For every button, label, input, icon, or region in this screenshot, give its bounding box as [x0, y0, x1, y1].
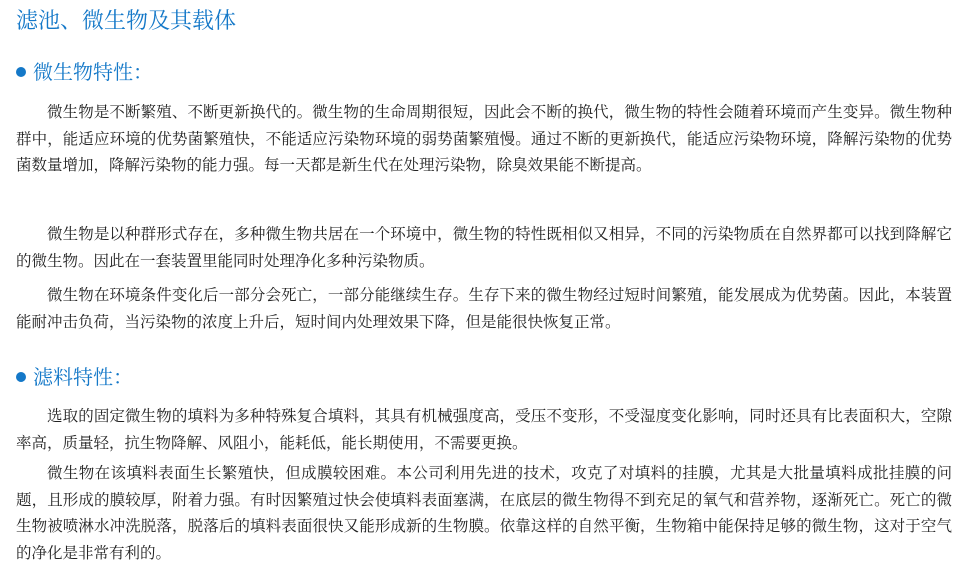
filter-media-paragraph-2: 微生物在该填料表面生长繁殖快，但成膜较困难。本公司利用先进的技术，攻克了对填料的挂膜，尤其是大批量填料成批挂膜的问题，且形成的膜较厚，附着力强。有时因繁殖过快会使填料表面塞满，在底层的微生物得不到充足的氧气和营养物，逐渐死亡。死亡的微生物被喷淋水冲洗脱落，脱落后的填料表面很快又能形成新的生物膜。依靠这样的自然平衡，生物箱中能保持足够的微生物，这对于空气的净化是非常有利的。: [16, 464, 952, 562]
microbe-paragraph-2: 微生物是以种群形式存在，多种微生物共居在一个环境中，微生物的特性既相似又相异，不同的污染物质在自然界都可以找到降解它的微生物。因此在一套装置里能同时处理净化多种污染物质。: [16, 225, 952, 270]
page-title: 滤池、微生物及其载体: [16, 9, 237, 34]
bullet-dot-icon: [16, 372, 26, 382]
section-heading-microbe: [16, 58, 153, 86]
section-heading-filter-media-label: 滤料特性：: [33, 365, 133, 389]
bullet-dot-icon: [16, 67, 26, 77]
filter-media-paragraph-1: 选取的固定微生物的填料为多种特殊复合填料，其具有机械强度高，受压不变形，不受湿度变化影响，同时还具有比表面积大，空隙率高，质量轻，抗生物降解、风阻小，能耗低，能长期使用，不需要更换。: [16, 407, 952, 452]
section-heading-microbe-label: 微生物特性：: [33, 60, 153, 84]
microbe-paragraph-3: 微生物在环境条件变化后一部分会死亡，一部分能继续生存。生存下来的微生物经过短时间繁殖，能发展成为优势菌。因此，本装置能耐冲击负荷，当污染物的浓度上升后，短时间内处理效果下降，但是能很快恢复正常。: [16, 286, 952, 331]
section-heading-filter-media: [16, 363, 133, 391]
microbe-paragraph-1: 微生物是不断繁殖、不断更新换代的。微生物的生命周期很短，因此会不断的换代，微生物的特性会随着环境而产生变异。微生物种群中，能适应环境的优势菌繁殖快，不能适应污染物环境的弱势菌繁殖慢。通过不断的更新换代，能适应污染物环境，降解污染物的优势菌数量增加，降解污染物的能力强。每一天都是新生代在处理污染物，除臭效果能不断提高。: [16, 103, 952, 174]
